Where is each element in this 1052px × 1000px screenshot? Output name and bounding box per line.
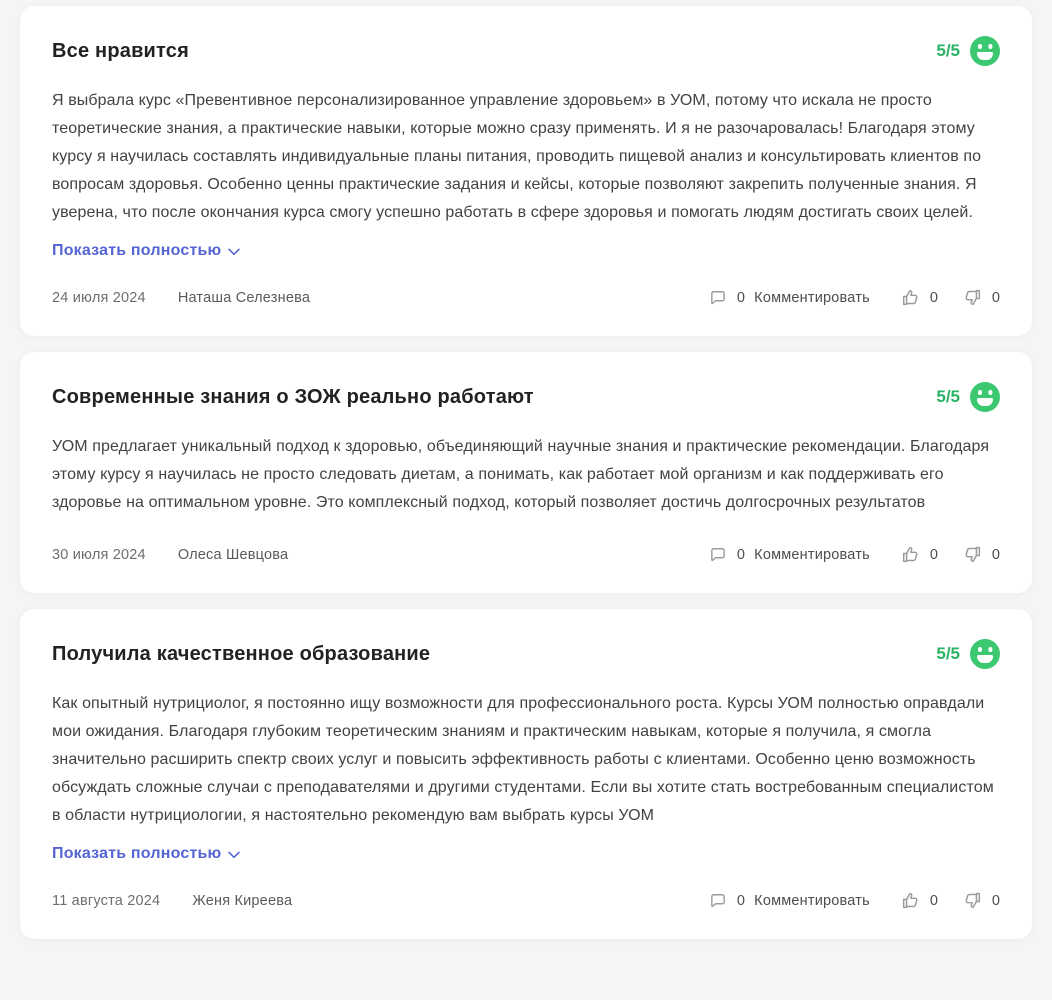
smiley-face-icon [970, 382, 1000, 412]
review-text: УОМ предлагает уникальный подход к здоровью, объединяющий научные знания и практические рекомендации. Благодаря этому курсу я научилась не просто следовать диетам, а понимать, как работает мой организм и как поддерживать его здоровье на оптимальном уровне. Это комплексный подход, который позволяет достичь долгосрочных результатов [52, 438, 990, 511]
comment-label: Комментировать [754, 892, 870, 909]
review-card [20, 609, 1032, 939]
review-rating [936, 36, 1000, 66]
show-more-label: Показать полностью [52, 242, 222, 259]
comment-bubble-icon [708, 288, 728, 308]
review-rating [936, 382, 1000, 412]
dislikes-count: 0 [991, 289, 1000, 306]
review-footer [52, 544, 1000, 565]
chevron-down-icon [228, 248, 240, 256]
review-author: Наташа Селезнева [177, 289, 311, 306]
dislike-button[interactable] [962, 544, 1000, 565]
review-title: Получила качественное образование [52, 642, 431, 665]
chevron-down-icon [228, 851, 240, 859]
review-title: Все нравится [52, 39, 189, 62]
comment-bubble-icon [708, 891, 728, 911]
comment-label: Комментировать [754, 546, 870, 563]
review-header [52, 639, 1000, 669]
like-button[interactable] [900, 544, 938, 565]
thumb-up-icon [900, 287, 921, 308]
likes-count: 0 [929, 546, 938, 563]
comments-count: 0 [736, 289, 746, 306]
review-author: Олеса Шевцова [177, 546, 289, 563]
show-more-link[interactable] [52, 242, 240, 260]
review-text: Как опытный нутрициолог, я постоянно ищу возможности для профессионального роста. Курсы УОМ полностью оправдали мои ожидания. Благодаря глубоким теоретическим знаниям и практическим навыкам, которые я получила, я смогла значительно расширить спектр своих услуг и повысить эффективность работы с клиентами. Особенно ценю возможность обсуждать сложные случаи с преподавателями и другими студентами. Если вы хотите стать востребованным специалистом в области нутрициологии, я настоятельно рекомендую вам выбрать курсы УОМ [52, 695, 994, 824]
like-button[interactable] [900, 287, 938, 308]
review-title: Современные знания о ЗОЖ реально работают [52, 385, 534, 408]
review-author: Женя Киреева [192, 892, 293, 909]
review-actions [708, 890, 1000, 911]
review-meta [52, 893, 292, 909]
review-text: Я выбрала курс «Превентивное персонализированное управление здоровьем» в УОМ, потому что искала не просто теоретические знания, а практические навыки, которые можно сразу применять. И я не разочаровалась! Благодаря этому курсу я научилась составлять индивидуальные планы питания, проводить пищевой анализ и консультировать клиентов по вопросам здоровья. Особенно ценны практические задания и кейсы, которые позволяют закрепить полученные знания. Я уверена, что после окончания курса смогу успешно работать в сфере здоровья и помогать людям достигать своих целей. [52, 92, 982, 221]
thumb-down-icon [962, 544, 983, 565]
thumb-up-icon [900, 890, 921, 911]
thumb-down-icon [962, 287, 983, 308]
dislike-button[interactable] [962, 287, 1000, 308]
smiley-face-icon [970, 36, 1000, 66]
smiley-face-icon [970, 639, 1000, 669]
dislikes-count: 0 [991, 546, 1000, 563]
dislike-button[interactable] [962, 890, 1000, 911]
vote-group [900, 287, 1000, 308]
like-button[interactable] [900, 890, 938, 911]
review-meta [52, 290, 310, 306]
review-rating [936, 639, 1000, 669]
vote-group [900, 890, 1000, 911]
review-header [52, 382, 1000, 412]
review-date: 30 июля 2024 [52, 546, 146, 563]
review-actions [708, 544, 1000, 565]
comment-button[interactable] [708, 891, 870, 911]
comment-bubble-icon [708, 545, 728, 565]
rating-value: 5/5 [936, 41, 960, 60]
review-meta [52, 547, 288, 563]
review-footer [52, 287, 1000, 308]
review-card [20, 6, 1032, 336]
review-header [52, 36, 1000, 66]
comment-button[interactable] [708, 288, 870, 308]
dislikes-count: 0 [991, 892, 1000, 909]
thumb-down-icon [962, 890, 983, 911]
review-footer [52, 890, 1000, 911]
comments-count: 0 [736, 892, 746, 909]
comments-count: 0 [736, 546, 746, 563]
likes-count: 0 [929, 892, 938, 909]
vote-group [900, 544, 1000, 565]
review-date: 24 июля 2024 [52, 289, 146, 306]
comment-label: Комментировать [754, 289, 870, 306]
review-date: 11 августа 2024 [52, 892, 161, 909]
rating-value: 5/5 [936, 644, 960, 663]
review-actions [708, 287, 1000, 308]
thumb-up-icon [900, 544, 921, 565]
rating-value: 5/5 [936, 387, 960, 406]
likes-count: 0 [929, 289, 938, 306]
comment-button[interactable] [708, 545, 870, 565]
show-more-link[interactable] [52, 845, 240, 863]
show-more-label: Показать полностью [52, 845, 222, 862]
review-card [20, 352, 1032, 593]
